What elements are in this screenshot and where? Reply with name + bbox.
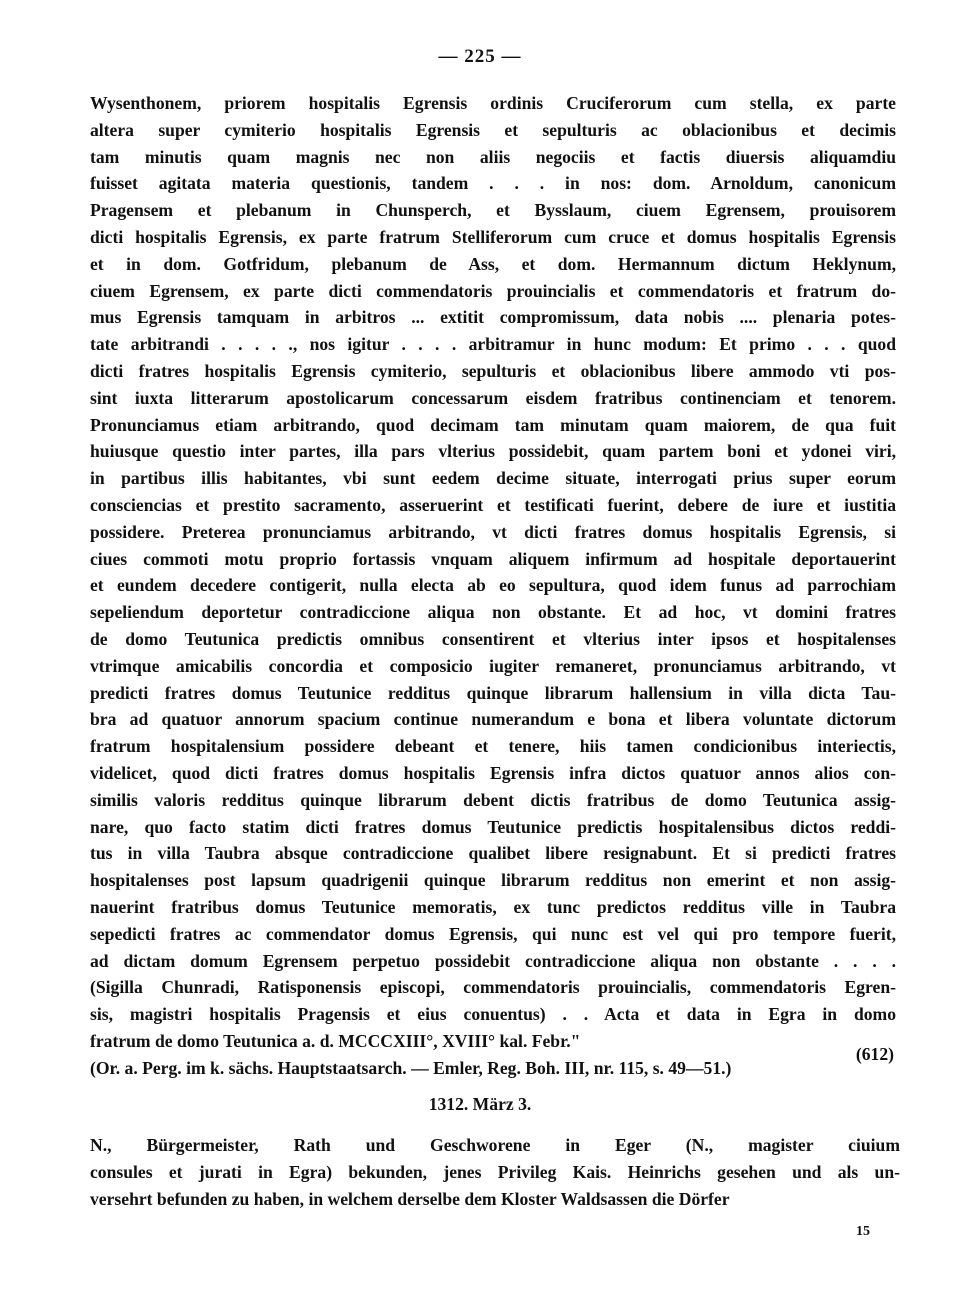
text-line: altera super cymiterio hospitalis Egrensis et sepulturis ac oblacionibus et decimis [90,119,896,140]
text-line: vtrimque amicabilis concordia et composicio iugiter remaneret, pronunciamus arbitrando, vt [90,655,896,676]
text-line: et in dom. Gotfridum, plebanum de Ass, et dom. Hermannum dictum Heklynum, [90,253,896,274]
entry-heading: 1312. März 3. [428,1094,532,1114]
text-line: nare, quo facto statim dicti fratres domus Teutunice predictis hospitalensibus dictos reddi- [90,816,896,837]
text-line: consules et jurati in Egra) bekunden, jenes Privileg Kais. Heinrichs gesehen und als un- [90,1162,900,1182]
text-line: ad dictam domum Egrensem perpetuo possidebit contradiccione aliqua non obstante . . . . [90,950,896,971]
text-line: ciuem Egrensem, ex parte dicti commendatoris prouincialis et commendatoris et fratrum do- [90,280,896,301]
text-line: fratrum hospitalensium possidere debeant et tenere, hiis tamen condicionibus interiectis, [90,736,896,757]
text-line: ciues commoti motu proprio fortassis vnquam aliquem infirmum ad hospitale deportauerint [90,548,896,569]
text-line: tus in villa Taubra absque contradiccione qualibet libere resignabunt. Et si predicti fratres [90,843,896,864]
text-line: et eundem decedere contigerit, nulla electa ab eo sepultura, quod idem funus ad parrochiam [90,575,896,596]
text-line: sis, magistri hospitalis Pragensis et eius conuentus) . . Acta et data in Egra in domo [90,1004,896,1025]
text-line: mus Egrensis tamquam in arbitros ... extitit compromissum, data nobis .... plenaria potes- [90,307,896,328]
source-line: (Or. a. Perg. im k. sächs. Hauptstaatsarch. — Emler, Reg. Boh. III, nr. 115, s. 49—51.) [90,1057,732,1078]
text-line: fuisset agitata materia questionis, tandem . . . in nos: dom. Arnoldum, canonicum [90,173,896,194]
entry-paragraph [90,1132,900,1213]
text-line: tate arbitrandi . . . . ., nos igitur . . . . arbitramur in hunc modum: Et primo . . . quod [90,334,896,355]
text-line: bra ad quatuor annorum spacium continue numerandum e bona et libera voluntate dictorum [90,709,896,730]
text-line: de domo Teutunica predictis omnibus consentirent et vlterius inter ipsos et hospitalenses [90,628,896,649]
text-line: sint iuxta litterarum apostolicarum concessarum eisdem fratribus continenciam et tenorem. [90,387,896,408]
reference-number: (612) [855,1044,894,1064]
text-line: Pronunciamus etiam arbitrando, quod decimam tam minutam quam maiorem, de qua fuit [90,414,896,435]
text-line: predicti fratres domus Teutunice redditus quinque librarum hallensium in villa dicta Tau- [90,682,896,703]
text-line: hospitalenses post lapsum quadrigenii quinque librarum redditus non emerint et non assig- [90,870,896,891]
page-number: — 225 — [438,46,522,67]
text-line: versehrt befunden zu haben, in welchem derselbe dem Kloster Waldsassen die Dörfer [90,1189,730,1209]
text-line: dicti fratres hospitalis Egrensis cymiterio, sepulturis et oblacionibus libere ammodo vti pos- [90,360,896,381]
text-line: similis valoris redditus quinque librarum debent dictis fratribus de domo Teutunica assig- [90,789,896,810]
text-line: Pragensem et plebanum in Chunsperch, et Bysslaum, ciuem Egrensem, prouisorem [90,200,896,221]
text-line: sepedicti fratres ac commendator domus Egrensis, qui nunc est vel qui pro tempore fuerit, [90,923,896,944]
text-line: tam minutis quam magnis nec non aliis negociis et factis diuersis aliquamdiu [90,146,896,167]
main-paragraph [90,90,896,1081]
text-line: huiusque questio inter partes, illa pars vlterius possidebit, quam partem boni et ydonei viri, [90,441,896,462]
text-line: nauerint fratribus domus Teutunice memoratis, ex tunc predictos redditus ville in Taubra [90,896,896,917]
signature-mark: 15 [856,1224,870,1239]
text-line: in partibus illis habitantes, vbi sunt eedem decime situate, interrogati prius super eorum [90,468,896,489]
text-line: fratrum de domo Teutunica a. d. MCCCXIII°, XVIII° kal. Febr." [90,1030,581,1051]
text-line: dicti hospitalis Egrensis, ex parte fratrum Stelliferorum cum cruce et domus hospitalis Egrensis [90,226,896,247]
text-line: Wysenthonem, priorem hospitalis Egrensis ordinis Cruciferorum cum stella, ex parte [90,93,896,113]
text-line: sepeliendum deportetur contradiccione aliqua non obstante. Et ad hoc, vt domini fratres [90,602,896,623]
text-line: possidere. Preterea pronunciamus arbitrando, vt dicti fratres domus hospitalis Egrensis, si [90,521,896,542]
text-line: (Sigilla Chunradi, Ratisponensis episcopi, commendatoris prouincialis, commendatoris Egren- [90,977,896,998]
text-line: N., Bürgermeister, Rath und Geschworene in Eger (N., magister ciuium [90,1135,900,1155]
text-line: videlicet, quod dicti fratres domus hospitalis Egrensis infra dictos quatuor annos alios con- [90,762,896,783]
text-line: consciencias et prestito sacramento, asseruerint et testificati fuerint, debere de iure et iustitia [90,494,896,515]
